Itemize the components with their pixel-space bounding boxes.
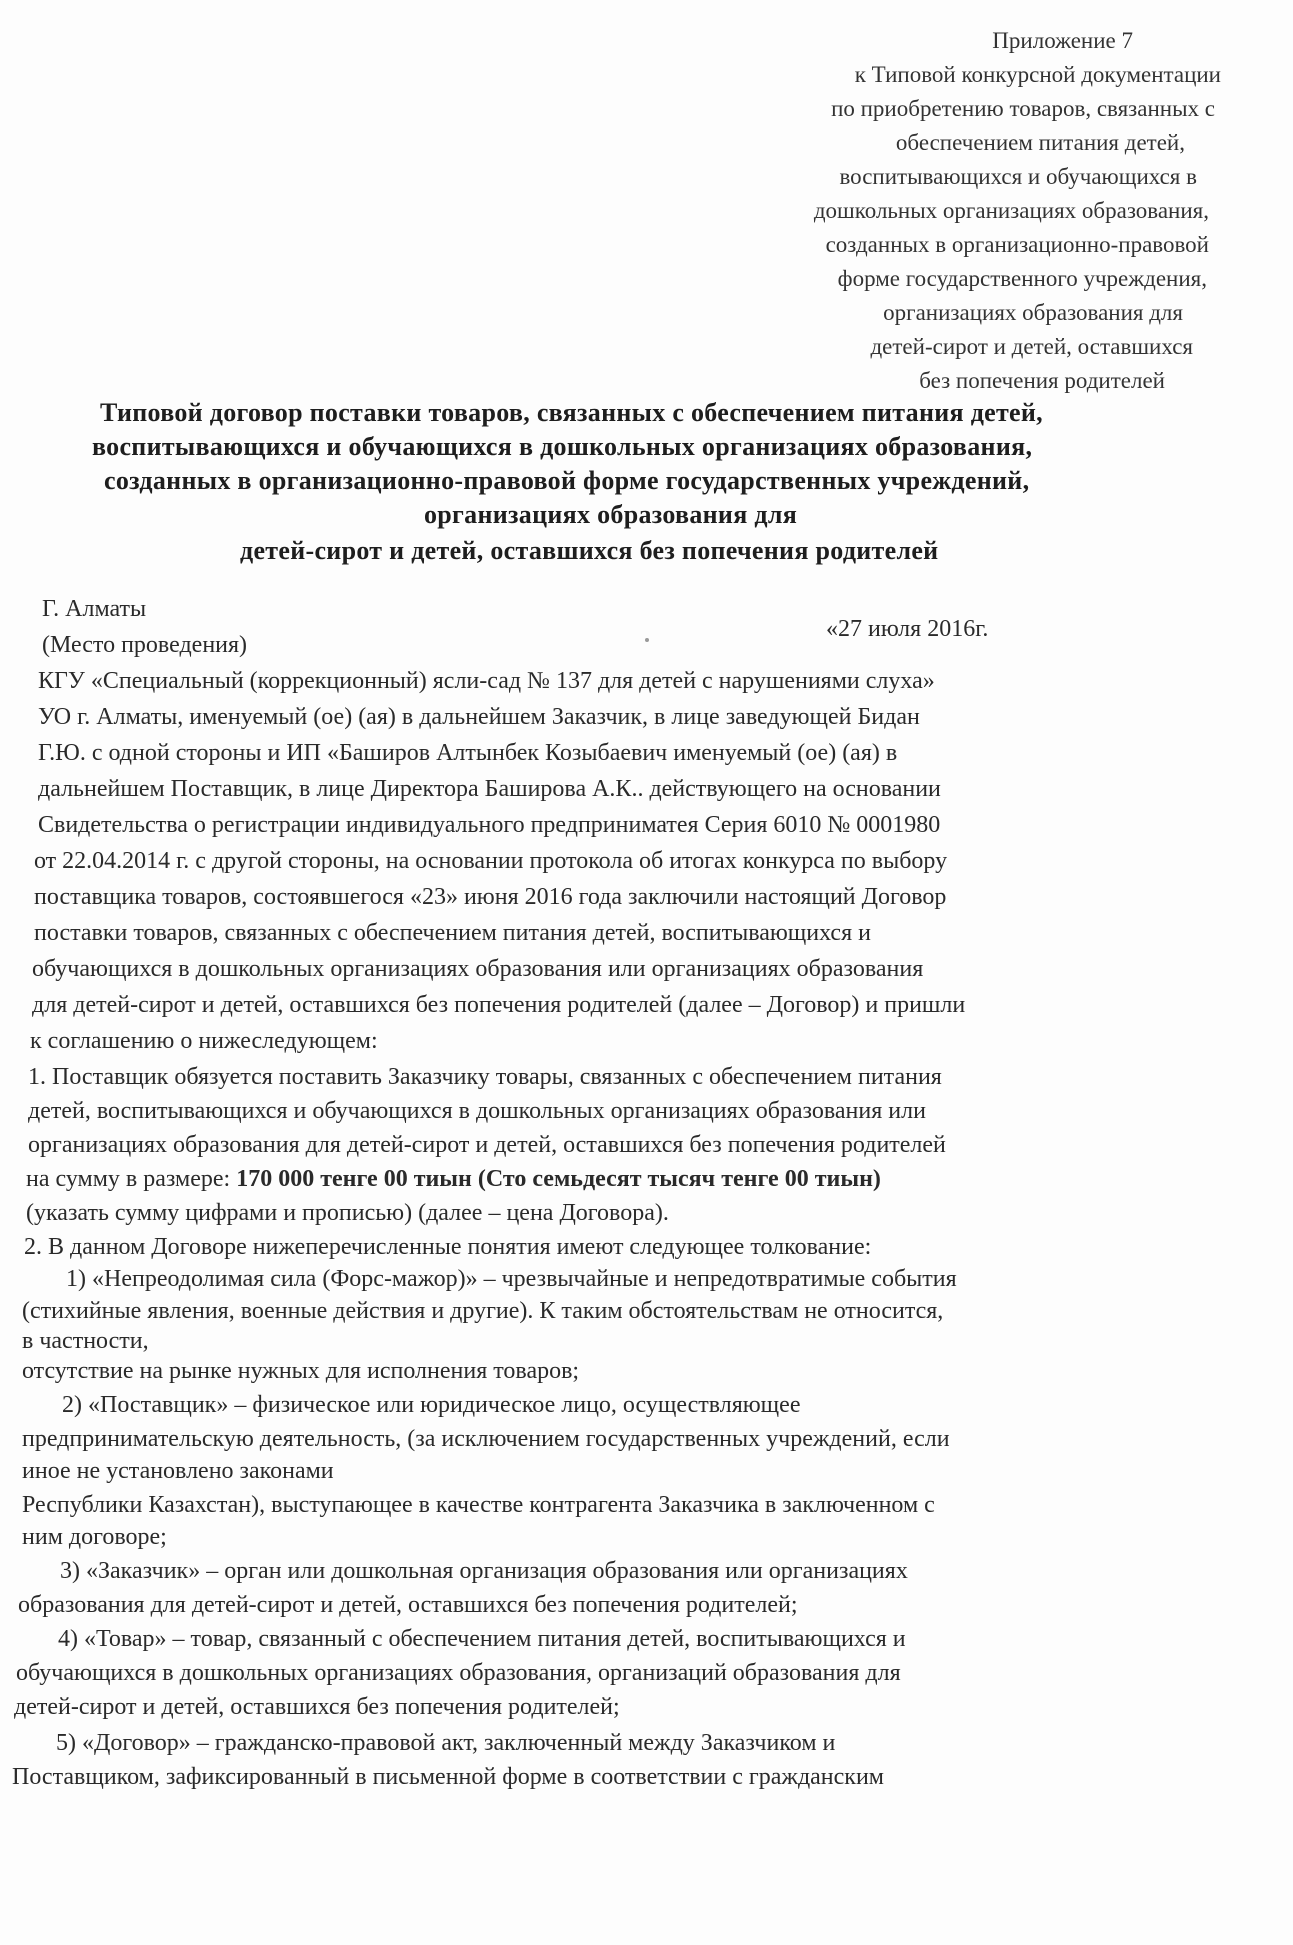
definition-line: в частности, bbox=[22, 1328, 149, 1354]
contract-amount: 170 000 тенге 00 тиын (Сто семьдесят тысяч тенге 00 тиын) bbox=[236, 1166, 881, 1192]
annex-line: воспитывающихся и обучающихся в bbox=[839, 164, 1197, 189]
definition-line: иное не установлено законами bbox=[22, 1458, 334, 1484]
annex-line: по приобретению товаров, связанных с bbox=[831, 96, 1215, 121]
clause-line: детей, воспитывающихся и обучающихся в дошкольных организациях образования или bbox=[28, 1098, 926, 1124]
definition-line: 4) «Товар» – товар, связанный с обеспечением питания детей, воспитывающихся и bbox=[58, 1626, 906, 1652]
title-line: Типовой договор поставки товаров, связанных с обеспечением питания детей, bbox=[100, 398, 1043, 427]
city: Г. Алматы bbox=[42, 596, 147, 622]
definition-line: детей-сирот и детей, оставшихся без попечения родителей; bbox=[14, 1694, 620, 1720]
definition-line: 3) «Заказчик» – орган или дошкольная организация образования или организациях bbox=[60, 1558, 908, 1584]
definition-line: Республики Казахстан), выступающее в качестве контрагента Заказчика в заключенном с bbox=[22, 1492, 935, 1518]
preamble-line: Г.Ю. с одной стороны и ИП «Баширов Алтынбек Козыбаевич именуемый (ое) (ая) в bbox=[38, 740, 898, 766]
definition-line: 1) «Непреодолимая сила (Форс-мажор)» – чрезвычайные и непредотвратимые события bbox=[66, 1266, 957, 1292]
preamble-line: поставщика товаров, состоявшегося «23» июня 2016 года заключили настоящий Договор bbox=[34, 884, 947, 910]
annex-line: созданных в организационно-правовой bbox=[825, 232, 1209, 257]
amount-line bbox=[26, 1164, 881, 1194]
annex-line: организациях образования для bbox=[883, 300, 1183, 325]
preamble-line: УО г. Алматы, именуемый (ое) (ая) в дальнейшем Заказчик, в лице заведующей Бидан bbox=[38, 704, 920, 730]
preamble-line: от 22.04.2014 г. с другой стороны, на основании протокола об итогах конкурса по выбору bbox=[34, 848, 948, 874]
preamble-line: КГУ «Специальный (коррекционный) ясли-сад № 137 для детей с нарушениями слуха» bbox=[38, 668, 935, 694]
annex-line: форме государственного учреждения, bbox=[837, 266, 1207, 291]
annex-line: обеспечением питания детей, bbox=[895, 130, 1185, 155]
title-line: организациях образования для bbox=[424, 500, 798, 529]
annex-line: дошкольных организациях образования, bbox=[813, 198, 1209, 223]
place-label: (Место проведения) bbox=[42, 632, 248, 658]
preamble-line: обучающихся в дошкольных организациях образования или организациях образования bbox=[32, 956, 924, 982]
definition-line: отсутствие на рынке нужных для исполнения товаров; bbox=[22, 1358, 580, 1384]
annex-line: без попечения родителей bbox=[919, 368, 1165, 393]
preamble-line: поставки товаров, связанных с обеспечением питания детей, воспитывающихся и bbox=[34, 920, 871, 946]
amount-note: (указать сумму цифрами и прописью) (далее – цена Договора). bbox=[26, 1200, 669, 1226]
clause-line: 1. Поставщик обязуется поставить Заказчику товары, связанных с обеспечением питания bbox=[28, 1064, 942, 1090]
definition-line: предпринимательскую деятельность, (за исключением государственных учреждений, если bbox=[22, 1426, 950, 1452]
definition-line: обучающихся в дошкольных организациях образования, организаций образования для bbox=[16, 1660, 901, 1686]
definition-line: ним договоре; bbox=[22, 1524, 167, 1550]
definition-line: образования для детей-сирот и детей, оставшихся без попечения родителей; bbox=[18, 1592, 798, 1618]
preamble-line: дальнейшем Поставщик, в лице Директора Баширова А.К.. действующего на основании bbox=[38, 776, 941, 802]
annex-line: к Типовой конкурсной документации bbox=[854, 62, 1221, 87]
clause-line: 2. В данном Договоре нижеперечисленные понятия имеют следующее толкование: bbox=[24, 1234, 872, 1260]
annex-line: Приложение 7 bbox=[992, 28, 1133, 53]
title-line: воспитывающихся и обучающихся в дошкольных организациях образования, bbox=[92, 432, 1033, 461]
title-line: созданных в организационно-правовой форме государственных учреждений, bbox=[104, 466, 1030, 495]
definition-line: 5) «Договор» – гражданско-правовой акт, заключенный между Заказчиком и bbox=[56, 1730, 836, 1756]
definition-line: (стихийные явления, военные действия и другие). К таким обстоятельствам не относится, bbox=[22, 1298, 944, 1324]
preamble-line: к соглашению о нижеследующем: bbox=[30, 1028, 378, 1054]
definition-line: Поставщиком, зафиксированный в письменной форме в соответствии с гражданским bbox=[12, 1764, 884, 1790]
preamble-line: для детей-сирот и детей, оставшихся без попечения родителей (далее – Договор) и пришли bbox=[32, 992, 966, 1018]
clause-line: организациях образования для детей-сирот и детей, оставшихся без попечения родителей bbox=[28, 1132, 946, 1158]
scan-speck bbox=[645, 638, 649, 642]
definition-line: 2) «Поставщик» – физическое или юридическое лицо, осуществляющее bbox=[62, 1392, 801, 1418]
amount-prefix: на сумму в размере: bbox=[26, 1166, 237, 1192]
preamble-line: Свидетельства о регистрации индивидуального предприниматея Серия 6010 № 0001980 bbox=[38, 812, 941, 838]
title-line: детей-сирот и детей, оставшихся без попечения родителей bbox=[240, 536, 939, 565]
annex-line: детей-сирот и детей, оставшихся bbox=[870, 334, 1193, 359]
contract-date: «27 июля 2016г. bbox=[826, 616, 989, 642]
